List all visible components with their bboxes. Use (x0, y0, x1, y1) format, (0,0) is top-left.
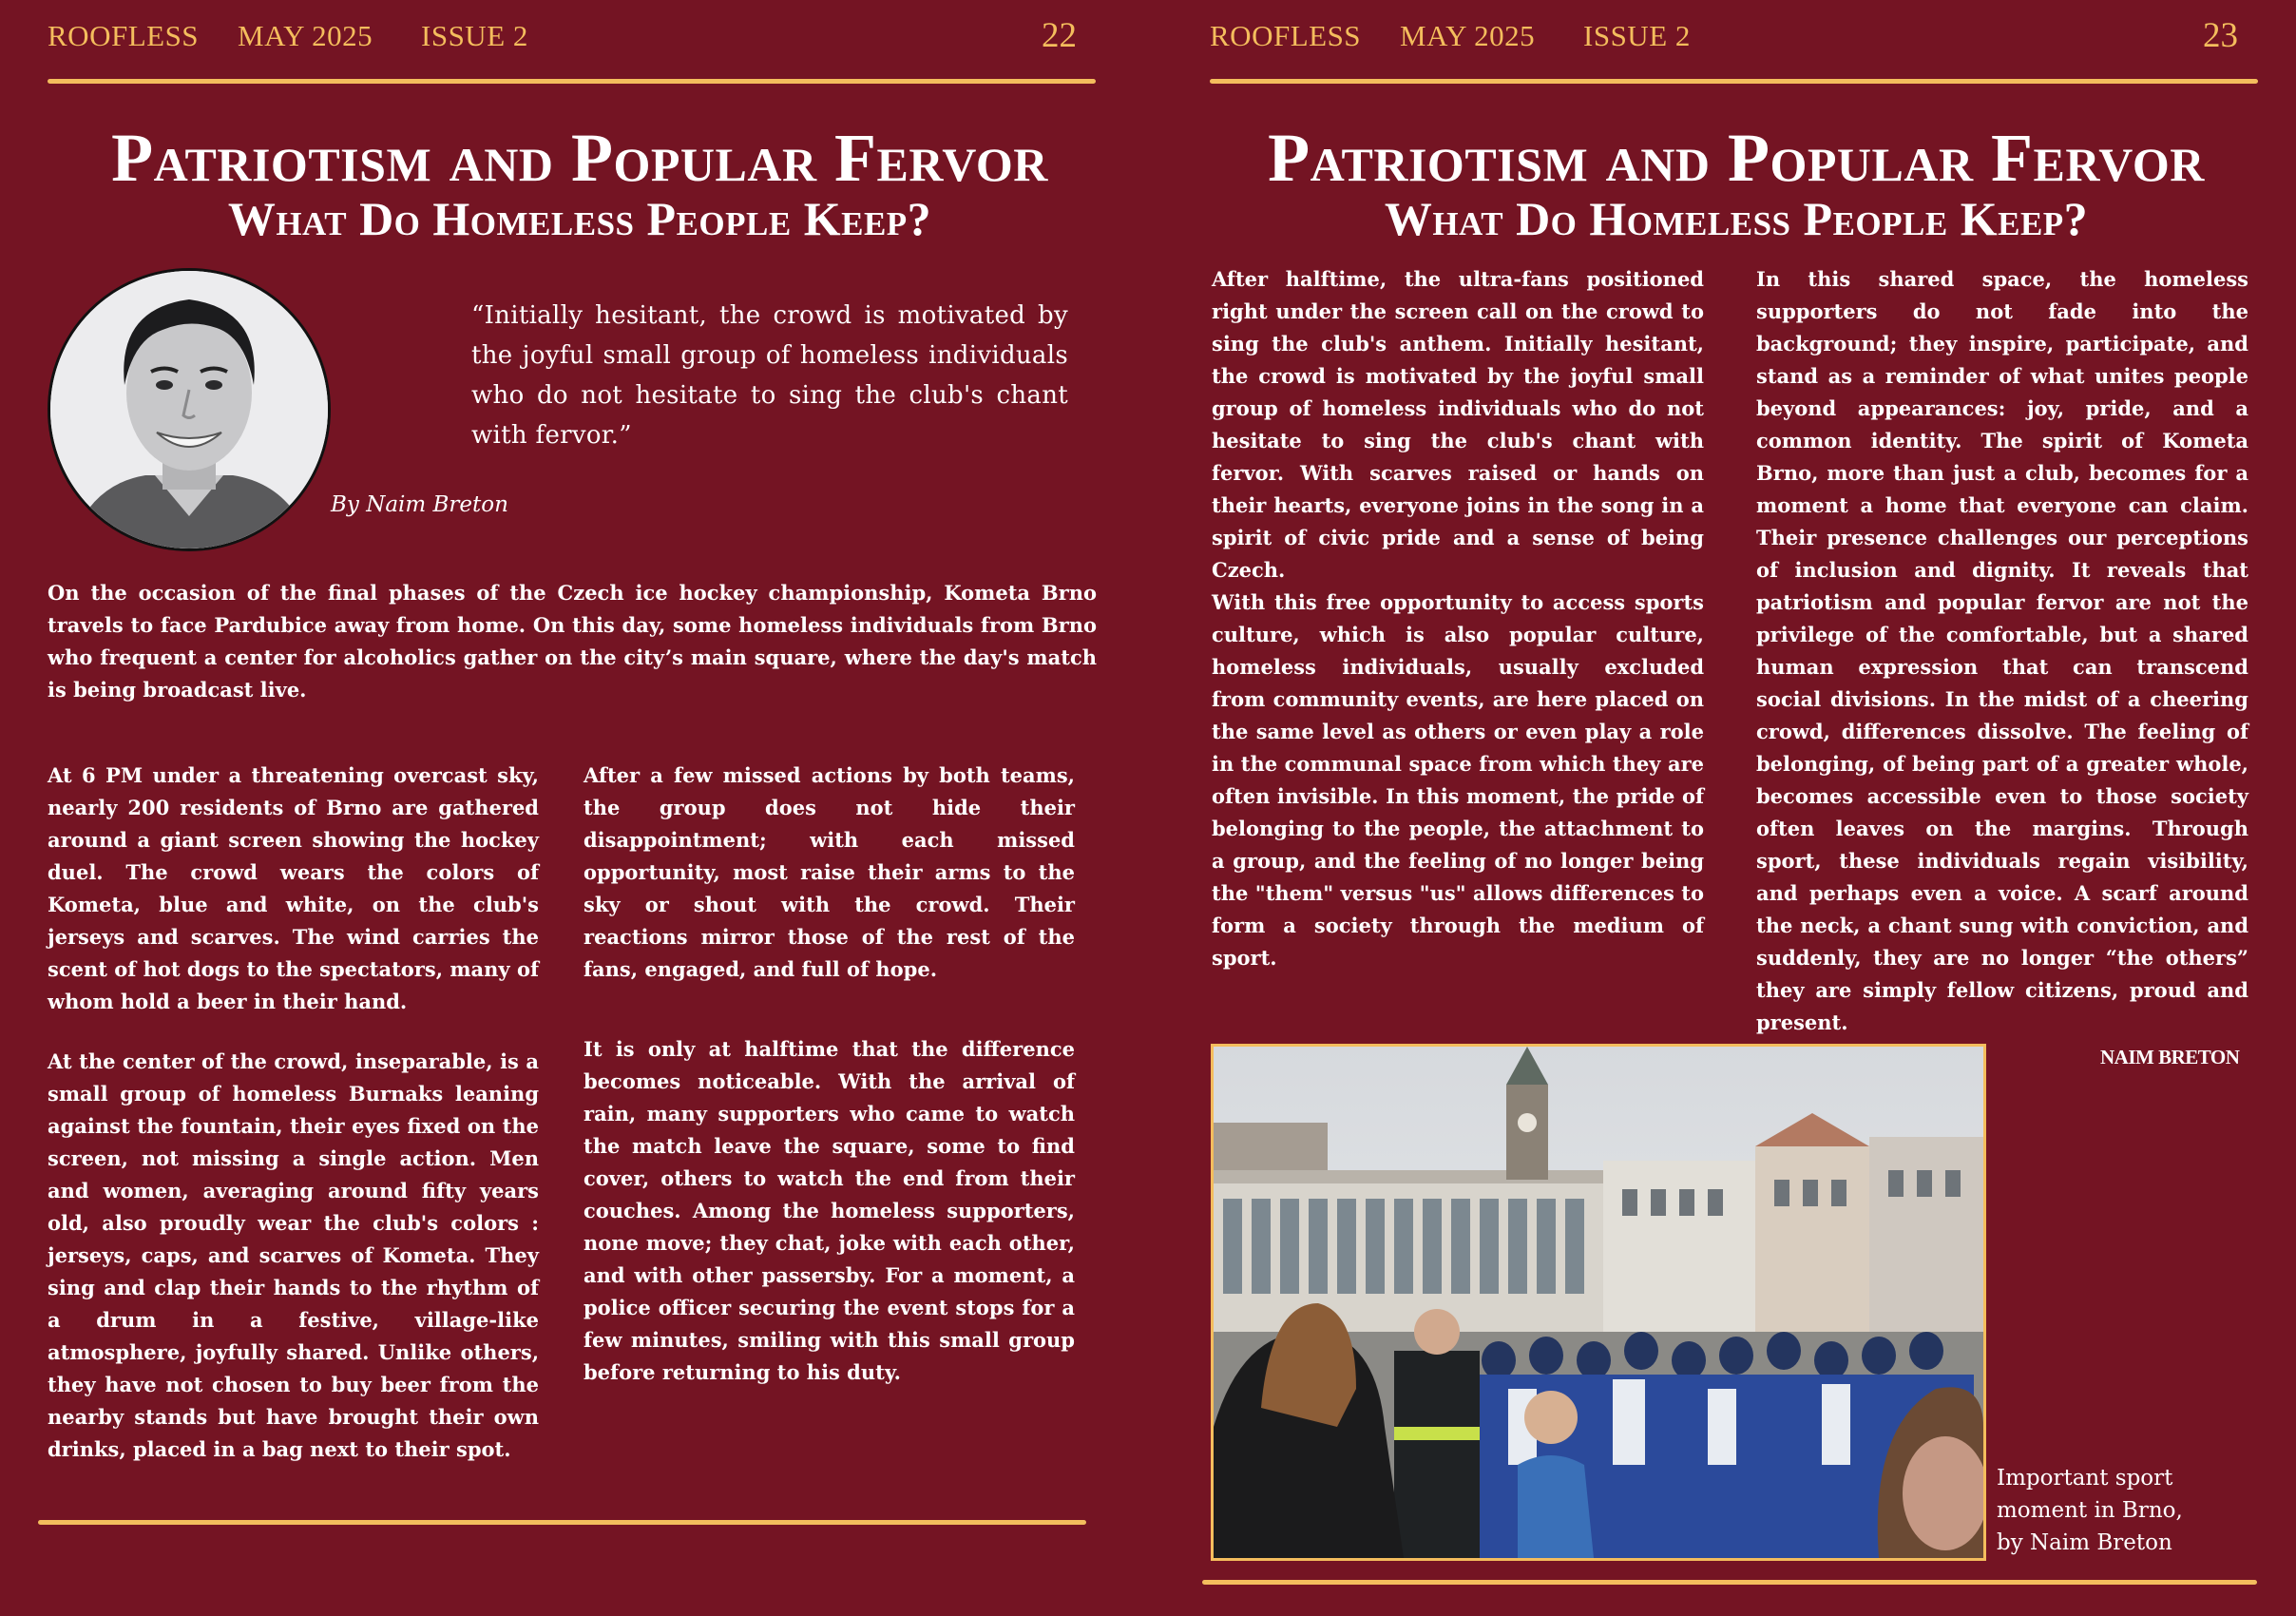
paragraph: It is only at halftime that the difference becomes noticeable. With the arrival of rain, many supporters who came to watch the match leave the square, some to find cover, others to watch the end from their couches. Among the homeless supporters, none move; they chat, joke with each other, and with other passersby. For a moment, a police officer securing the event stops for a few minutes, smiling with this small group before returning to his duty. (584, 1037, 1075, 1384)
issue-number: ISSUE 2 (421, 19, 528, 52)
photo-caption: Important sport moment in Brno, by Naim Breton (1997, 1466, 2183, 1555)
right-column-2 (1756, 263, 2248, 1039)
intro-paragraph (48, 577, 1097, 706)
issue-number: ISSUE 2 (1583, 19, 1691, 52)
right-header (1210, 17, 2255, 65)
footer-rule (1202, 1580, 2257, 1585)
paragraph: With this free opportunity to access sports culture, which is also popular culture, homeless individuals, usually excluded from community events, are here placed on the same level as others or even play a role in the communal space from which they are often invisible. In this moment, the pride of belonging to the people, the attachment to a group, and the feeling of no longer being the "them" versus "us" allows differences to form a society through the medium of sport. (1212, 590, 1704, 970)
article-subtitle: What Do Homeless People Keep? (1384, 192, 2089, 245)
paragraph: At 6 PM under a threatening overcast sky, nearly 200 residents of Brno are gathered around a giant screen showing the hockey duel. The crowd wears the colors of Kometa, blue and white, on the club's jerseys and scarves. The wind carries the scent of hot dogs to the spectators, many of whom hold a beer in their hand. (48, 763, 539, 1013)
left-title-block (19, 122, 1140, 243)
page-number: 22 (1042, 16, 1077, 55)
footer-rule (38, 1520, 1086, 1525)
crowd-photo (1211, 1044, 1986, 1561)
paragraph: At the center of the crowd, inseparable, is a small group of homeless Burnaks leaning against the fountain, their eyes fixed on the screen, not missing a single action. Men and women, averaging around fifty years old, also proudly wear the club's colors : jerseys, caps, and scarves of Kometa. They sing and clap their hands to the rhythm of a drum in a festive, village-like atmosphere, joyfully shared. Unlike others, they have not chosen to buy beer from the nearby stands but have brought their own drinks, placed in a bag next to their spot. (48, 1049, 539, 1461)
author-tag: NAIM BRETON (2100, 1046, 2240, 1068)
issue-date: MAY 2025 (238, 19, 373, 52)
left-column-1 (48, 760, 539, 1466)
pull-quote: “Initially hesitant, the crowd is motivated by the joyful small group of homeless individuals who do not hesitate to sing the club's chant with fervor.” (471, 301, 1068, 450)
header-rule (48, 79, 1096, 84)
header-rule (1210, 79, 2258, 84)
author-portrait (48, 268, 331, 551)
paragraph: In this shared space, the homeless supporters do not fade into the background; they inspire, participate, and stand as a reminder of what unites people beyond appearances: joy, pride, and a common identity. The spirit of Kometa Brno, more than just a club, becomes for a moment a home that everyone can claim. Their presence challenges our perceptions of inclusion and dignity. It reveals that patriotism and popular fervor are not the privilege of the comfortable, but a shared human expression that can transcend social divisions. In the midst of a cheering crowd, differences dissolve. The feeling of belonging, of being part of a greater whole, becomes accessible even to those society often leaves on the margins. Through sport, these individuals regain visibility, and perhaps even a voice. A scarf around the neck, a chant sung with conviction, and suddenly, they are no longer “the others” they are simply fellow citizens, proud and present. (1756, 267, 2248, 1034)
issue-date: MAY 2025 (1400, 19, 1536, 52)
byline: By Naim Breton (331, 492, 508, 517)
intro-text: On the occasion of the final phases of the Czech ice hockey championship, Kometa Brno travels to face Pardubice away from home. On this day, some homeless individuals from Brno who frequent a center for alcoholics gather on the city’s main square, where the day's match is being broadcast live. (48, 581, 1097, 702)
article-subtitle: What Do Homeless People Keep? (227, 192, 932, 245)
left-column-2 (584, 760, 1075, 1389)
magazine-name: ROOFLESS (48, 19, 200, 52)
article-title: Patriotism and Popular Fervor (111, 120, 1048, 196)
page-number: 23 (2203, 16, 2238, 55)
right-title-block (1177, 122, 2296, 243)
right-column-1 (1212, 263, 1704, 974)
left-header (48, 17, 1093, 65)
article-title: Patriotism and Popular Fervor (1268, 120, 2205, 196)
magazine-name: ROOFLESS (1210, 19, 1362, 52)
paragraph: After halftime, the ultra-fans positioned right under the screen call on the crowd to sing the club's anthem. Initially hesitant, the crowd is motivated by the joyful small group of homeless individuals who do not hesitate to sing the club's chant with fervor. With scarves raised or hands on their hearts, everyone joins in the song in a spirit of civic pride and a sense of being Czech. (1212, 267, 1704, 582)
paragraph: After a few missed actions by both teams, the group does not hide their disappointment; with each missed opportunity, most raise their arms to the sky or shout with the crowd. Their reactions mirror those of the rest of the fans, engaged, and full of hope. (584, 763, 1075, 981)
